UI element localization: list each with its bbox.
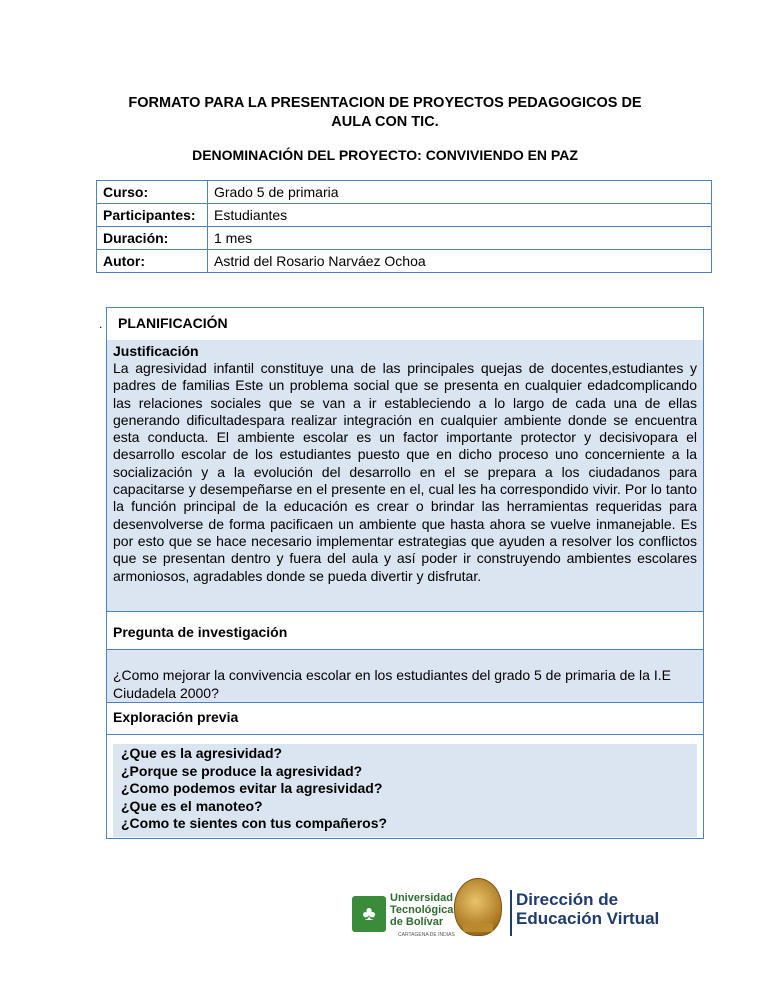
- info-value: 1 mes: [208, 227, 712, 250]
- list-item: ¿Que es la agresividad?: [121, 745, 283, 761]
- exploration-header: [107, 703, 703, 735]
- justification-text: La agresividad infantil constituye una de las principales quejas de docentes,estudiantes y padres de familias Este un problema social que se presenta en cualquier edadcomplicando las relaciones sociales que se van a ir estableciendo a lo largo de cada una de ellas generando dificultadespara realizar integración en cualquier ambiente donde se encuentra esta conducta. El ambiente escolar es un factor importante protector y decisivopara el desarrollo escolar de los estudiantes puesto que en dicho proceso uno concerniente a la socialización y a la evolución del desarrollo en el se prepara a los ciudadanos para capacitarse y desempeñarse en el presente en el, cual les ha correspondido vivir. Por lo tanto la función principal de la educación es crear o brindar las herramientas requeridas para desenvolverse de forma pacificaen un ambiente que hasta ahora se vuelve inmanejable. Es por esto que se hace necesario implementar estrategias que ayuden a resolver los conflictos que se presentan dentro y fuera del aula y así poder ir construyendo ambientes escolares armoniosos, agradables donde se pueda divertir y disfrutar.: [113, 360, 697, 584]
- info-value: Grado 5 de primaria: [208, 181, 712, 204]
- exploration-list: [113, 744, 697, 837]
- seal-icon: [454, 878, 502, 936]
- info-label: Autor:: [97, 250, 208, 273]
- university-logo-text: [390, 892, 453, 928]
- justification-title: Justificación: [113, 343, 199, 359]
- project-name: DENOMINACIÓN DEL PROYECTO: CONVIVIENDO EN PAZ: [192, 147, 578, 163]
- palm-tree-icon: ♣: [352, 896, 386, 932]
- document-title: [100, 94, 670, 132]
- direction-logo: [516, 890, 659, 928]
- info-label: Participantes:: [97, 204, 208, 227]
- list-item: ¿Que es el manoteo?: [121, 797, 263, 814]
- table-row: [97, 227, 712, 250]
- university-subtitle: CARTAGENA DE INDIAS: [398, 932, 455, 938]
- list-item: ¿Porque se produce la agresividad?: [121, 762, 363, 779]
- title-line-2: AULA CON TIC.: [331, 114, 439, 130]
- title-line-1: FORMATO PARA LA PRESENTACION DE PROYECTOS PEDAGOGICOS DE: [128, 95, 642, 111]
- direction-line: Educación Virtual: [516, 909, 660, 928]
- university-line: de Bolívar: [390, 916, 444, 928]
- planning-heading: PLANIFICACIÓN: [118, 315, 228, 331]
- table-row: [97, 204, 712, 227]
- info-value: Astrid del Rosario Narváez Ochoa: [208, 250, 712, 273]
- footer-logos: [350, 870, 690, 942]
- info-label: Curso:: [97, 181, 208, 204]
- university-line: Universidad: [390, 892, 453, 904]
- justification-block: [107, 340, 703, 612]
- planning-header: [99, 308, 703, 341]
- university-line: Tecnológica: [390, 904, 454, 916]
- list-bullet: .: [99, 317, 103, 331]
- divider: [510, 890, 512, 936]
- question-header: [107, 612, 703, 650]
- list-item: ¿Como podemos evitar la agresividad?: [121, 780, 383, 796]
- list-item: ¿Como te sientes con tus compañeros?: [121, 815, 388, 831]
- info-label: Duración:: [97, 227, 208, 250]
- exploration-block: [107, 735, 703, 838]
- question-block: [107, 650, 703, 703]
- table-row: [97, 181, 712, 204]
- table-row: [97, 250, 712, 273]
- info-table: [96, 180, 712, 273]
- info-value: Estudiantes: [208, 204, 712, 227]
- question-title: Pregunta de investigación: [113, 624, 288, 640]
- question-text: ¿Como mejorar la convivencia escolar en los estudiantes del grado 5 de primaria de la I.E Ciudadela 2000?: [113, 667, 671, 701]
- exploration-title: Exploración previa: [113, 709, 239, 725]
- direction-line: Dirección de: [516, 890, 619, 909]
- planning-section: [99, 307, 704, 839]
